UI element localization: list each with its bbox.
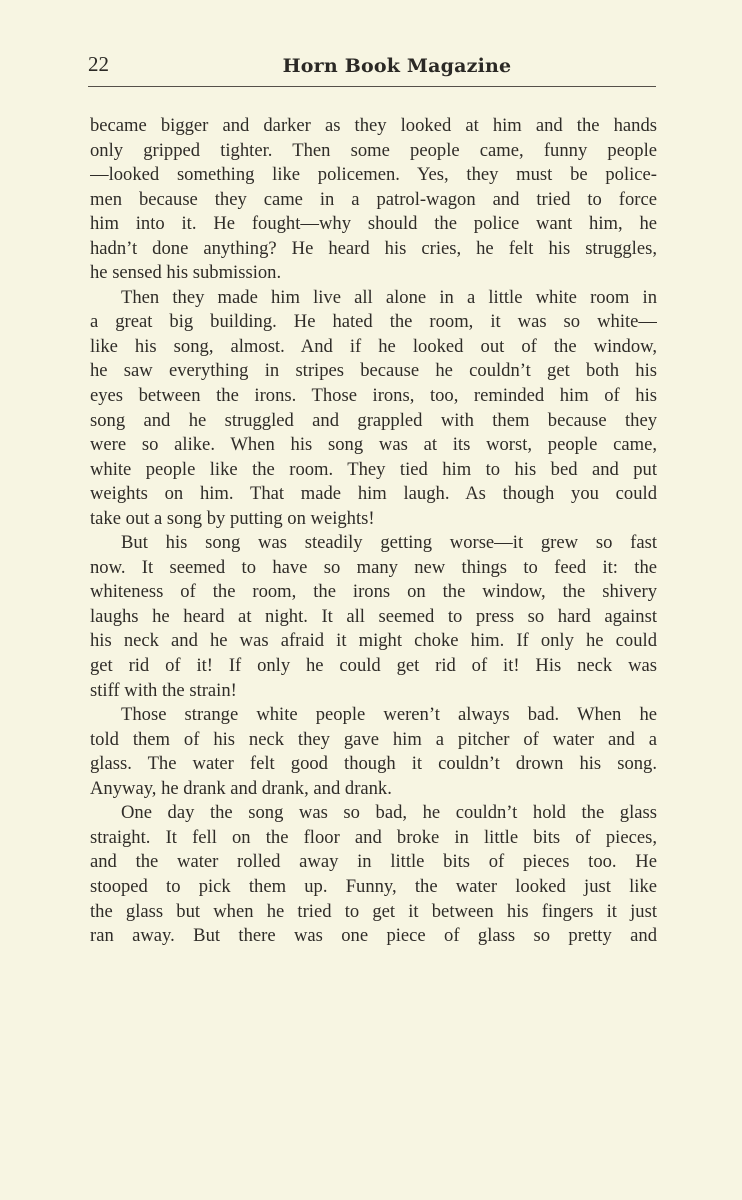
paragraph-1 xyxy=(90,114,657,286)
text-line: now. It seemed to have so many new things to feed it: the xyxy=(90,556,657,578)
text-line: he sensed his submission. xyxy=(90,262,282,284)
text-line: the glass but when he tried to get it between his fingers it just xyxy=(90,900,657,922)
body-text xyxy=(90,114,657,949)
text-line: song and he struggled and grappled with them because they xyxy=(90,409,657,431)
text-line: him into it. He fought—why should the police want him, he xyxy=(90,213,657,235)
text-line: stooped to pick them up. Funny, the water looked just like xyxy=(90,875,657,897)
text-line: like his song, almost. And if he looked out of the window, xyxy=(90,335,657,357)
text-line: get rid of it! If only he could get rid of it! His neck was xyxy=(90,655,657,677)
text-line: only gripped tighter. Then some people came, funny people xyxy=(90,139,657,161)
text-line: weights on him. That made him laugh. As though you could xyxy=(90,483,657,505)
text-line: white people like the room. They tied him to his bed and put xyxy=(90,458,657,480)
text-line: One day the song was so bad, he couldn’t hold the glass xyxy=(121,802,657,824)
text-line: Anyway, he drank and drank, and drank. xyxy=(90,777,392,799)
text-line: his neck and he was afraid it might choke him. If only he could xyxy=(90,630,657,652)
paragraph-2 xyxy=(90,286,657,531)
text-line: became bigger and darker as they looked at him and the hands xyxy=(90,115,657,136)
text-line: take out a song by putting on weights! xyxy=(90,507,375,529)
page-header xyxy=(88,50,656,87)
text-line: men because they came in a patrol-wagon and tried to force xyxy=(90,188,657,210)
text-line: told them of his neck they gave him a pitcher of water and a xyxy=(90,728,657,750)
running-head: Horn Book Magazine xyxy=(282,55,512,77)
text-line: straight. It fell on the floor and broke in little bits of pieces, xyxy=(90,826,657,848)
text-line: ran away. But there was one piece of glass so pretty and xyxy=(90,925,657,947)
text-line: Then they made him live all alone in a little white room in xyxy=(121,286,657,308)
text-line: stiff with the strain! xyxy=(90,679,237,701)
text-line: glass. The water felt good though it couldn’t drown his song. xyxy=(90,753,657,775)
text-line: and the water rolled away in little bits of pieces too. He xyxy=(90,851,657,873)
text-line: he saw everything in stripes because he couldn’t get both his xyxy=(90,360,657,382)
paragraph-4 xyxy=(90,703,657,801)
text-line: hadn’t done anything? He heard his cries, he felt his struggles, xyxy=(90,237,657,259)
paragraph-3 xyxy=(90,531,657,703)
paragraph-5 xyxy=(90,801,657,948)
text-line: But his song was steadily getting worse—it grew so fast xyxy=(121,532,657,554)
text-line: whiteness of the room, the irons on the window, the shivery xyxy=(90,581,657,603)
page-number: 22 xyxy=(88,52,109,76)
text-line: laughs he heard at night. It all seemed to press so hard against xyxy=(90,605,657,627)
text-line: —looked something like policemen. Yes, they must be police- xyxy=(90,164,657,186)
text-line: Those strange white people weren’t always bad. When he xyxy=(121,704,657,726)
text-line: were so alike. When his song was at its worst, people came, xyxy=(90,434,657,456)
text-line: a great big building. He hated the room, it was so white— xyxy=(90,311,657,333)
text-line: eyes between the irons. Those irons, too, reminded him of his xyxy=(90,385,657,407)
